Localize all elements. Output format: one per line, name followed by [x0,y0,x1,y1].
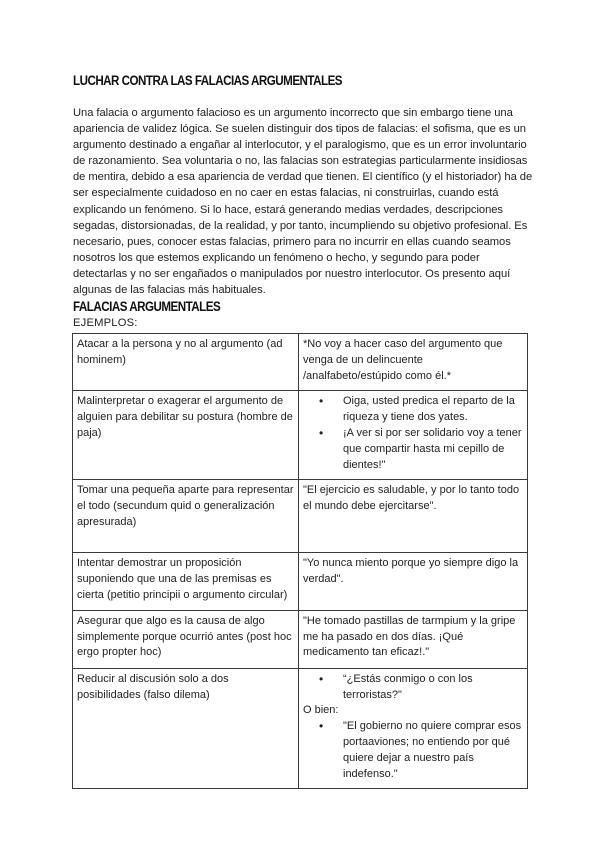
example-cell [299,391,528,480]
example-bullet-list [303,672,523,704]
example-cell: "El ejercicio es saludable, y por lo tanto todo el mundo debe ejercitarse". [299,480,528,553]
example-cell: *No voy a hacer caso del argumento que venga de un delincuente /analfabeto/estúpido como él.* [299,334,528,391]
fallacy-cell: Malinterpretar o exagerar el argumento de alguien para debilitar su postura (hombre de paja) [73,391,299,480]
examples-label: EJEMPLOS: [73,317,138,329]
fallacy-cell [73,480,299,553]
intro-paragraph: Una falacia o argumento falacioso es un argumento incorrecto que sin embargo tiene una apariencia de validez lógica. Se suelen distinguir dos tipos de falacias: el sofisma, que es un argumento destinado a engañar al interlocutor, y el paralogismo, que es un error involuntario de razonamiento. Sea voluntaria o no, las falacias son estrategias particularmente insidiosas de mentira, debido a esa apariencia de verdad que tienen. El científico (y el historiador) ha de ser especialmente cuidadoso en no caer en estas falacias, ni construirlas, cuando está explicando un fenómeno. Si lo hace, estará generando medias verdades, descripciones segadas, distorsionadas, de la realidad, y por tanto, incumpliendo su objetivo profesional. Es necesario, pues, conocer estas falacias, primero para no incurrir en ellas cuando seamos nosotros los que estemos explicando un fenómeno o hecho, y segundo para poder detectarlas y no ser engañados o manipulados por nuestro interlocutor. Os presento aquí algunas de las falacias más habituales. [73,107,533,297]
table-row [73,480,528,553]
example-bullet-list [303,719,523,782]
fallacies-table [72,333,528,789]
example-cell: "Yo nunca miento porque yo siempre digo la verdad". [299,553,528,610]
example-bullet-list [303,394,523,473]
fallacy-cell: Atacar a la persona y no al argumento (ad hominem) [73,334,299,391]
example-cell [299,668,528,789]
table-row [73,610,528,668]
example-bullet: • "El gobierno no quiere comprar esos portaaviones; no entiendo por qué quiere dejar a nuestro país indefenso." [343,719,523,782]
table-row [73,334,528,391]
example-bullet: • Oiga, usted predica el reparto de la riqueza y tiene dos yates. [343,394,523,426]
example-cell: "He tomado pastillas de tarmpium y la gripe me ha pasado en dos días. ¡Qué medicamento tan eficaz!." [299,610,528,668]
table-row [73,391,528,480]
section-title: FALACIAS ARGUMENTALES [73,299,221,314]
table-row [73,668,528,789]
connector-text: O bien: [303,704,339,717]
page-title: LUCHAR CONTRA LAS FALACIAS ARGUMENTALES [73,73,343,88]
example-bullet: • “¿Estás conmigo o con los terroristas?" [343,672,523,704]
fallacy-text: apresurada) [77,515,137,528]
fallacy-text: Tomar una pequeña aparte para representar el todo (secundum quid o generalización [77,484,294,513]
example-bullet: • ¡A ver si por ser solidario voy a tener que compartir hasta mi cepillo de dientes!" [343,426,523,473]
fallacy-cell: Asegurar que algo es la causa de algo simplemente porque ocurrió antes (post hoc ergo propter hoc) [73,610,299,668]
fallacy-cell: Reducir al discusión solo a dos posibilidades (falso dilema) [73,668,299,789]
table-row [73,553,528,610]
fallacy-cell: Intentar demostrar un proposición suponiendo que una de las premisas es cierta (petitio principii o argumento circular) [73,553,299,610]
